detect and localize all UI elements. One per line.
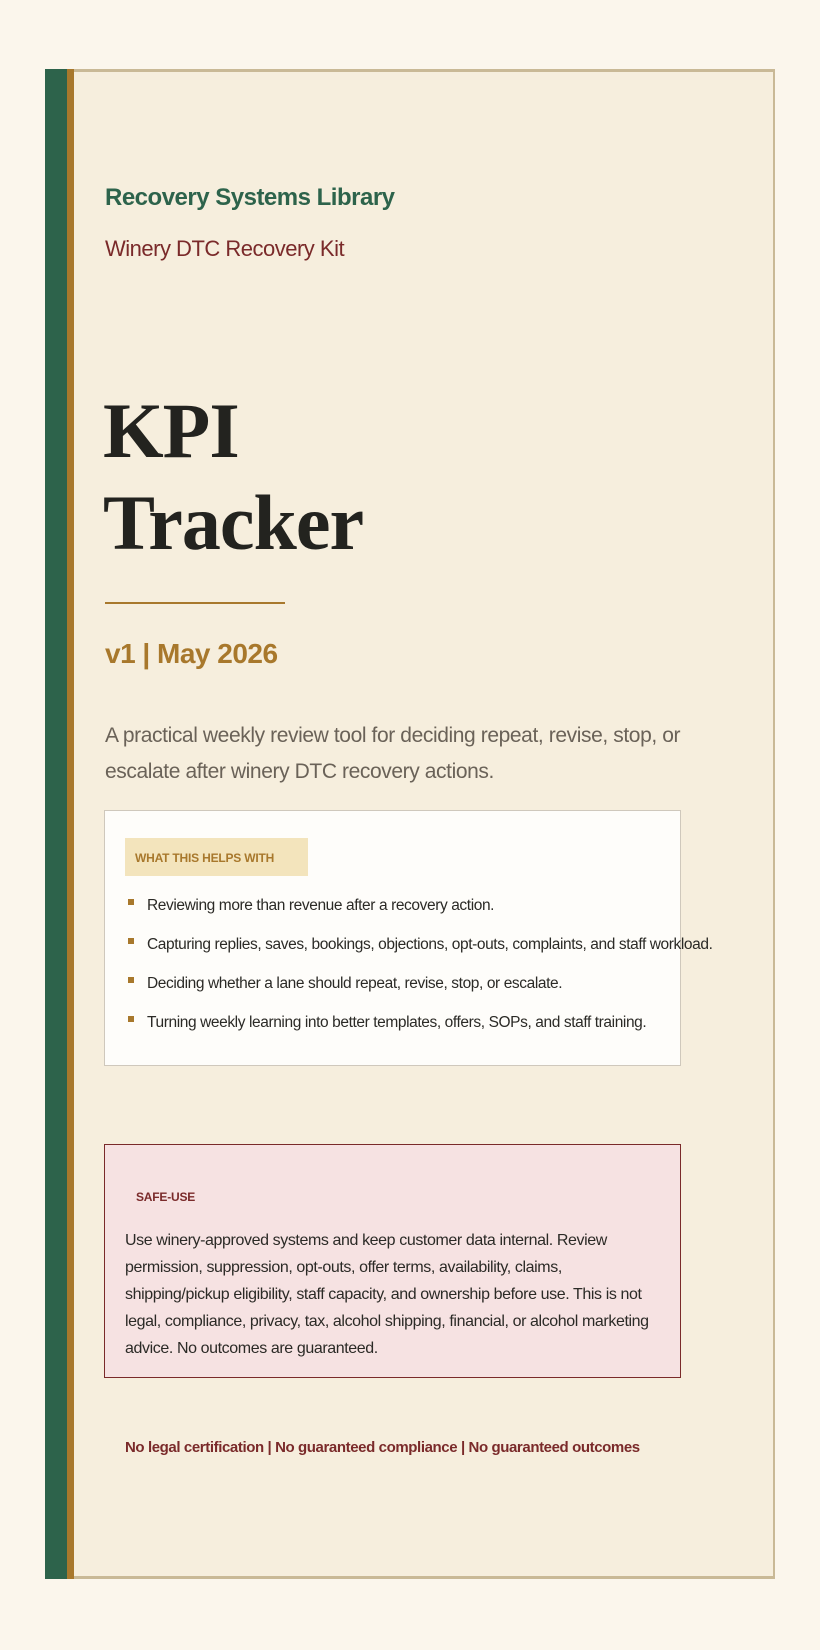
list-item [125, 975, 665, 1014]
safe-use-tag: SAFE-USE [136, 1190, 196, 1204]
list-item [125, 897, 665, 936]
version-label: v1 | May 2026 [105, 638, 278, 669]
list-item-text: Deciding whether a lane should repeat, revise, stop, or escalate. [147, 975, 563, 992]
list-item-text: Turning weekly learning into better templates, offers, SOPs, and staff training. [147, 1014, 647, 1031]
kit-name: Winery DTC Recovery Kit [105, 236, 345, 261]
library-name: Recovery Systems Library [105, 184, 395, 211]
square-bullet-icon [128, 938, 134, 944]
title-divider [105, 602, 285, 604]
title-line-2: Tracker [103, 479, 364, 566]
helps-with-tag: WHAT THIS HELPS WITH [125, 838, 308, 876]
page-title [103, 385, 363, 569]
helps-with-box [104, 810, 713, 1066]
list-item-text: Capturing replies, saves, bookings, objections, opt-outs, complaints, and staff workload. [147, 936, 713, 953]
summary-text: A practical weekly review tool for deciding repeat, revise, stop, or escalate after winery DTC recovery actions. [105, 724, 681, 783]
square-bullet-icon [128, 1016, 134, 1022]
square-bullet-icon [128, 899, 134, 905]
title-line-1: KPI [103, 387, 239, 474]
green-side-band [45, 69, 67, 1579]
list-item-text: Reviewing more than revenue after a recovery action. [147, 897, 495, 914]
square-bullet-icon [128, 977, 134, 983]
gold-side-band [67, 69, 74, 1579]
safe-use-text: Use winery-approved systems and keep customer data internal. Review permission, suppression, opt-outs, offer terms, availability, claims, shipping/pickup eligibility, staff capacity, and ownership before use. This is not legal, compliance, privacy, tax, alcohol shipping, financial, or alcohol marketing advice. No outcomes are guaranteed. [125, 1232, 649, 1357]
cover-page [45, 69, 775, 1579]
helps-with-list [125, 897, 713, 1053]
list-item [125, 936, 713, 975]
safe-use-box [104, 1144, 681, 1378]
list-item [125, 1014, 665, 1053]
disclaimer-line: No legal certification | No guaranteed compliance | No guaranteed outcomes [125, 1439, 640, 1456]
